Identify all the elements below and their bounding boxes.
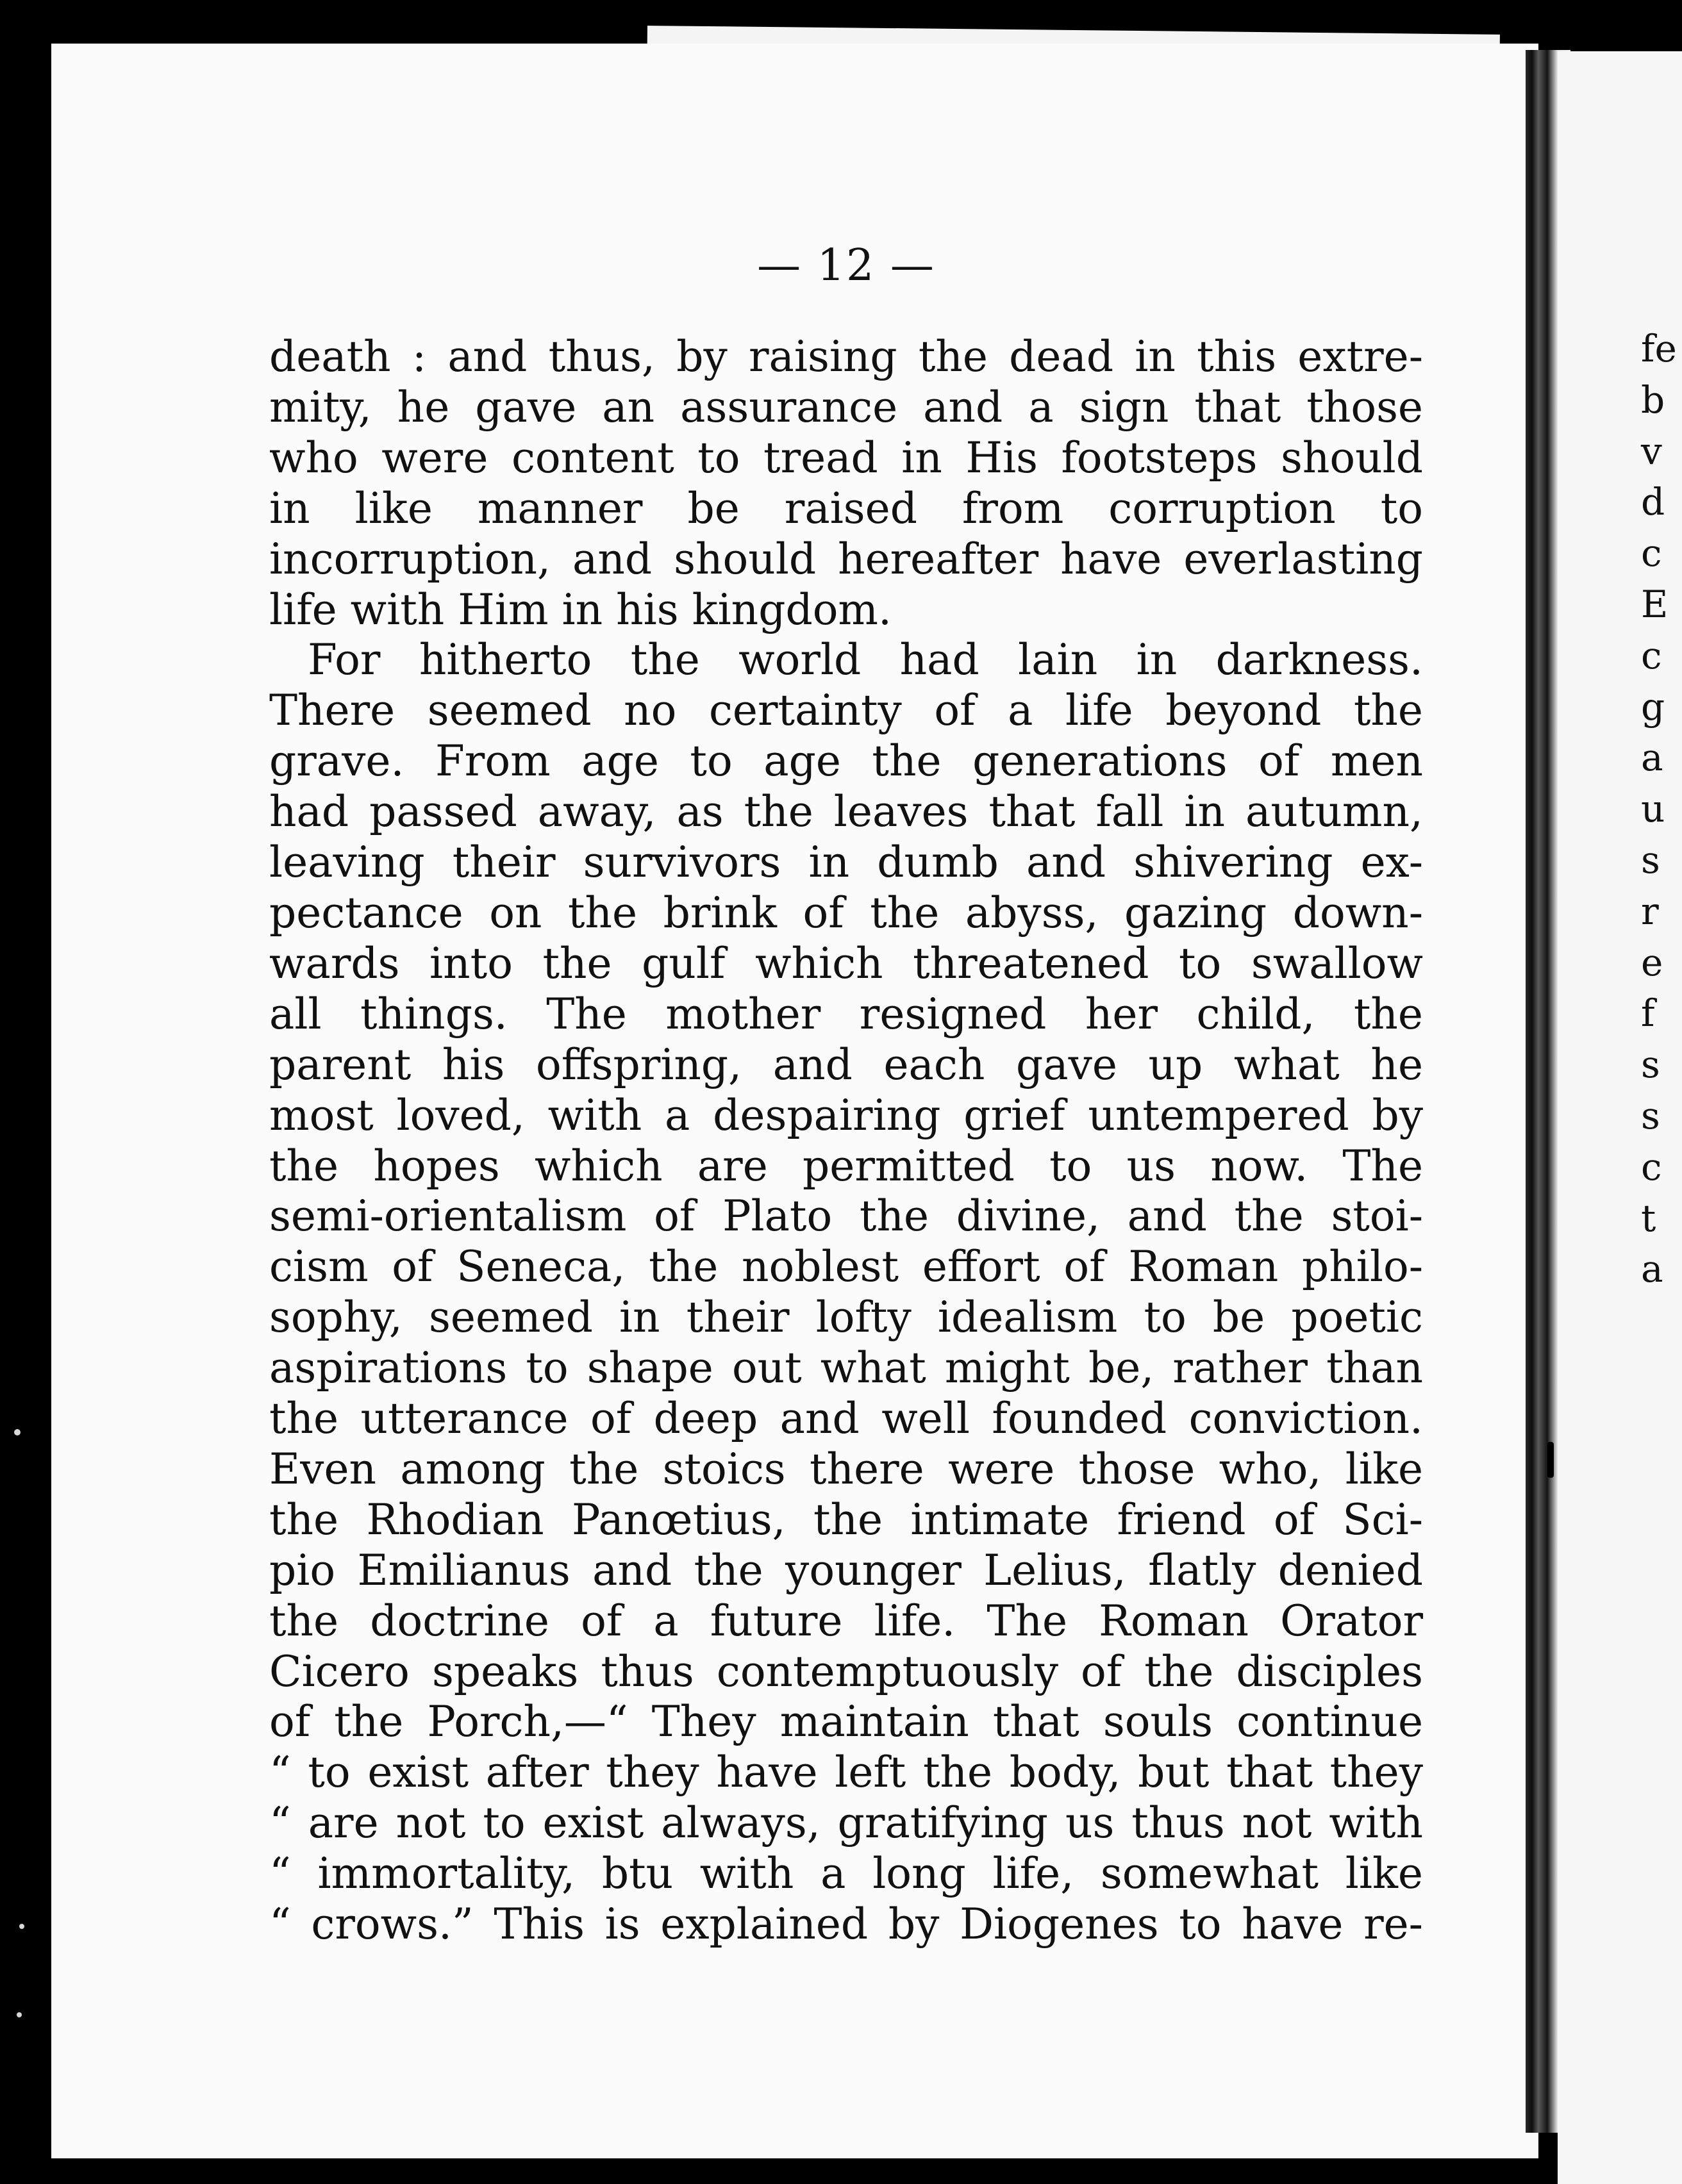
text-line: the Rhodian Panœtius, the intimate friend of Sci- [269, 1494, 1423, 1544]
text-line: life with Him in his kingdom. [269, 584, 892, 634]
text-line: mity, he gave an assurance and a sign that those [269, 382, 1423, 432]
text-line: the utterance of deep and well founded conviction. [269, 1394, 1423, 1444]
facing-line-fragment: c [1641, 531, 1662, 575]
facing-line-fragment: b [1641, 377, 1665, 422]
text-line: most loved, with a despairing grief untempered by [269, 1090, 1423, 1140]
text-line: wards into the gulf which threatened to swallow [269, 938, 1423, 988]
text-line: incorruption, and should hereafter have everlasting [269, 534, 1423, 584]
facing-line-fragment: s [1641, 838, 1660, 882]
text-line: Cicero speaks thus contemptuously of the disciples [269, 1646, 1423, 1696]
text-line: all things. The mother resigned her child, the [269, 989, 1423, 1039]
text-line: pectance on the brink of the abyss, gazing down- [269, 888, 1423, 938]
text-line: sophy, seemed in their lofty idealism to be poetic [269, 1293, 1423, 1343]
facing-line-fragment: g [1641, 684, 1665, 729]
text-line: For hitherto the world had lain in darkness. [308, 635, 1423, 685]
text-line: in like manner be raised from corruption to [269, 483, 1423, 533]
scan-speck [17, 2012, 22, 2017]
text-line: death : and thus, by raising the dead in this extre- [269, 332, 1423, 381]
text-line: leaving their survivors in dumb and shivering ex- [269, 838, 1423, 888]
scan-speck [14, 1429, 21, 1435]
facing-line-fragment: c [1641, 1145, 1662, 1189]
facing-page-fragments [1641, 324, 1677, 1295]
gutter-mark [1547, 1442, 1554, 1478]
facing-line-fragment: e [1641, 940, 1663, 984]
text-line: “ are not to exist always, gratifying us thus not with [269, 1798, 1423, 1848]
text-line: “ to exist after they have left the body, but that they [269, 1748, 1423, 1798]
text-line: “ immortality, btu with a long life, somewhat like [269, 1849, 1423, 1899]
text-line: grave. From age to age the generations of men [269, 736, 1423, 786]
facing-line-fragment: a [1641, 736, 1663, 780]
facing-line-fragment: r [1641, 889, 1659, 933]
text-line: pio Emilianus and the younger Lelius, flatly denied [269, 1545, 1423, 1595]
text-line: “ crows.” This is explained by Diogenes to have re- [269, 1899, 1423, 1949]
page-body-text [269, 332, 1423, 1950]
page-number: — 12 — [757, 240, 935, 291]
facing-line-fragment: s [1641, 1093, 1660, 1138]
facing-line-fragment: f [1641, 991, 1655, 1036]
facing-line-fragment: u [1641, 787, 1665, 831]
text-line: of the Porch,—“ They maintain that souls continue [269, 1697, 1423, 1747]
text-line: cism of Seneca, the noblest effort of Roman philo- [269, 1242, 1423, 1292]
text-line: had passed away, as the leaves that fall in autumn, [269, 787, 1423, 837]
facing-line-fragment: fe [1641, 327, 1677, 370]
text-line: who were content to tread in His footsteps should [269, 433, 1423, 483]
facing-line-fragment: c [1641, 633, 1662, 677]
facing-line-fragment: a [1641, 1247, 1663, 1291]
scan-speck [19, 1924, 24, 1929]
text-line: semi-orientalism of Plato the divine, and the stoi- [269, 1191, 1423, 1241]
facing-line-fragment: d [1641, 480, 1665, 524]
facing-line-fragment: E [1641, 582, 1669, 626]
facing-line-fragment: t [1641, 1196, 1656, 1240]
text-line: aspirations to shape out what might be, rather than [269, 1343, 1423, 1393]
text-line: Even among the stoics there were those who, like [269, 1444, 1423, 1494]
text-line: parent his offspring, and each gave up what he [269, 1039, 1423, 1089]
text-line: the doctrine of a future life. The Roman Orator [269, 1596, 1423, 1646]
text-line: the hopes which are permitted to us now. The [269, 1141, 1423, 1191]
text-line: There seemed no certainty of a life beyond the [269, 686, 1423, 736]
facing-line-fragment: v [1641, 429, 1662, 473]
facing-line-fragment: s [1641, 1043, 1660, 1087]
